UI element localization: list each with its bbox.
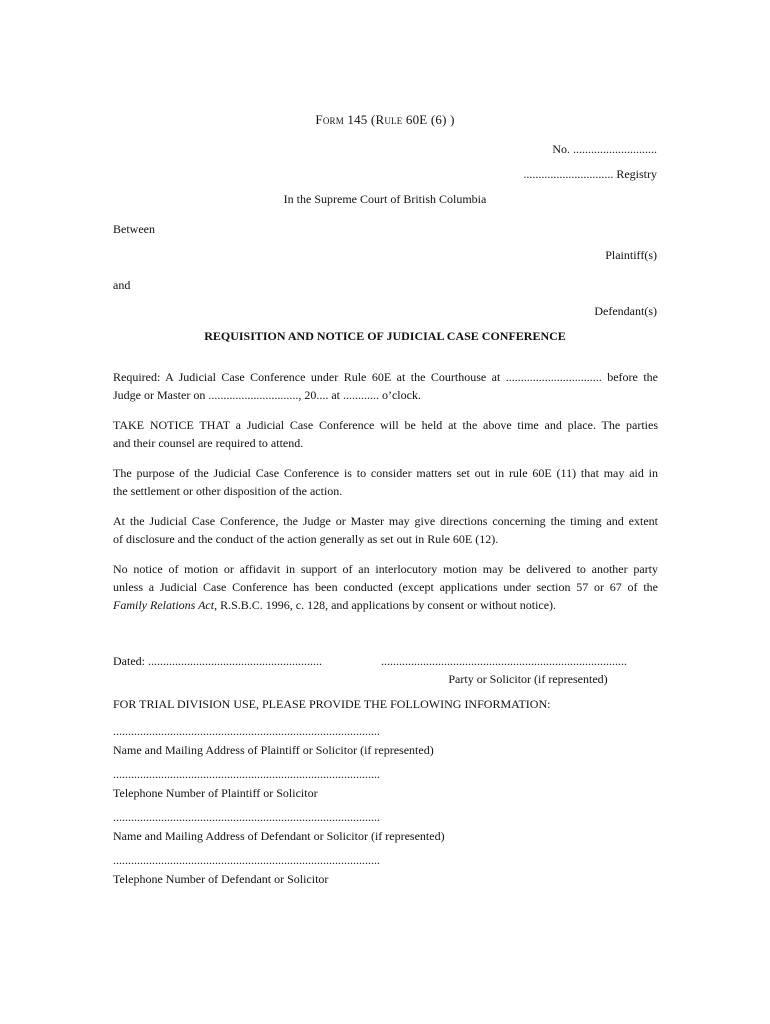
defendant-address-line[interactable]: ......................................................................................... (113, 810, 380, 824)
plaintiff-label: Plaintiff(s) (605, 248, 657, 262)
signature-line[interactable]: .................................................................................. (381, 654, 627, 668)
between-label: Between (113, 222, 155, 236)
act-name: Family Relations Act (113, 598, 215, 612)
paragraph-line: Required: A Judicial Case Conference under Rule 60E at the Courthouse at ................................ before the (113, 370, 658, 384)
and-label: and (113, 278, 131, 292)
dated-field[interactable]: Dated: .......................................................... (113, 654, 322, 668)
registry-line: .............................. Registry (523, 167, 657, 181)
paragraph-line: the settlement or other disposition of the action. (113, 484, 343, 498)
paragraph-line: TAKE NOTICE THAT a Judicial Case Conference will be held at the above time and place. The parties (113, 418, 658, 432)
paragraph-line: of disclosure and the conduct of the action generally as set out in Rule 60E (12). (113, 532, 499, 546)
form-title: Form 145 (Rule 60E (6) ) (315, 112, 455, 127)
court-name: In the Supreme Court of British Columbia (283, 192, 487, 206)
paragraph-line: No notice of motion or affidavit in support of an interlocutory motion may be delivered to another party (113, 562, 658, 576)
paragraph-line: and their counsel are required to attend. (113, 436, 304, 450)
paragraph-required (113, 368, 658, 404)
paragraph-no-notice (113, 560, 658, 614)
paragraph-take-notice (113, 416, 658, 452)
plaintiff-address-label: Name and Mailing Address of Plaintiff or Solicitor (if represented) (113, 743, 434, 757)
paragraph-line: unless a Judicial Case Conference has been conducted (except applications under section 57 or 67 of the (113, 580, 658, 594)
paragraph-directions (113, 512, 658, 548)
paragraph-line: Judge or Master on .............................., 20.... at ............ o’clock. (113, 388, 421, 402)
paragraph-purpose (113, 464, 658, 500)
paragraph-line: The purpose of the Judicial Case Conference is to consider matters set out in rule 60E (11) that may aid in (113, 466, 658, 480)
paragraph-line: Family Relations Act, R.S.B.C. 1996, c. 128, and applications by consent or without notice). (113, 598, 557, 612)
document-heading: REQUISITION AND NOTICE OF JUDICIAL CASE CONFERENCE (204, 329, 566, 343)
defendant-phone-label: Telephone Number of Defendant or Solicitor (113, 872, 329, 886)
plaintiff-address-line[interactable]: ......................................................................................... (113, 724, 380, 738)
defendant-phone-line[interactable]: ......................................................................................... (113, 853, 380, 867)
file-number-line: No. ............................ (552, 142, 657, 156)
defendant-address-label: Name and Mailing Address of Defendant or Solicitor (if represented) (113, 829, 445, 843)
plaintiff-phone-label: Telephone Number of Plaintiff or Solicitor (113, 786, 318, 800)
defendant-label: Defendant(s) (594, 304, 657, 318)
party-solicitor-label: Party or Solicitor (if represented) (448, 672, 608, 686)
paragraph-line: At the Judicial Case Conference, the Judge or Master may give directions concerning the timing and extent (113, 514, 658, 528)
plaintiff-phone-line[interactable]: ......................................................................................... (113, 767, 380, 781)
trial-division-heading: FOR TRIAL DIVISION USE, PLEASE PROVIDE THE FOLLOWING INFORMATION: (113, 697, 551, 711)
